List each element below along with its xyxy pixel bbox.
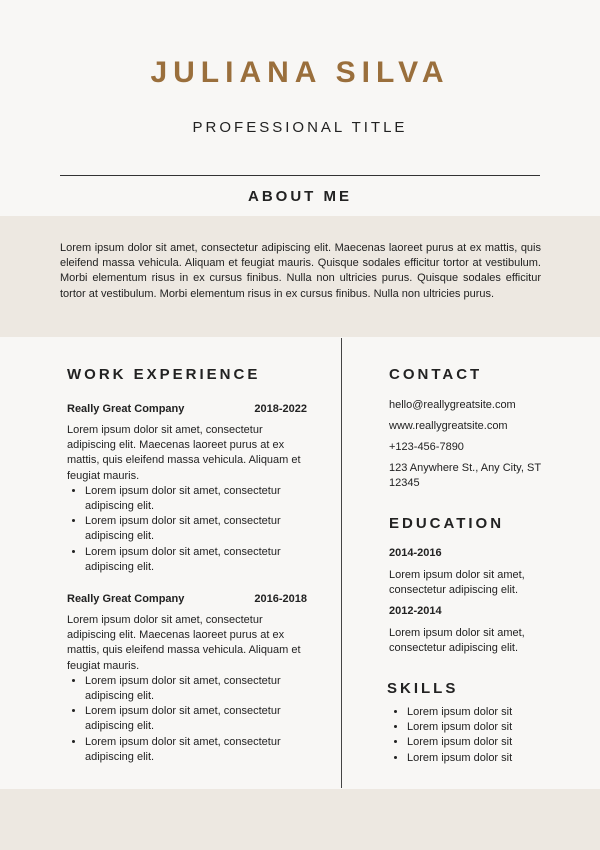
job-header <box>67 593 307 605</box>
job-bullet: • Lorem ipsum dolor sit amet, consectetur adipiscing elit. <box>85 674 307 704</box>
professional-title: PROFESSIONAL TITLE <box>192 119 408 136</box>
skill-item: • Lorem ipsum dolor sit <box>407 705 549 720</box>
contact-website[interactable]: www.reallygreatsite.com <box>389 420 508 432</box>
education-years: 2012-2014 <box>389 605 442 617</box>
skills-bullets <box>389 705 549 766</box>
contact-phone: +123-456-7890 <box>389 441 464 453</box>
education-heading: EDUCATION <box>389 515 505 532</box>
job-company: Really Great Company <box>67 593 185 605</box>
job-company: Really Great Company <box>67 403 185 415</box>
job-entry <box>67 593 307 765</box>
contact-heading: CONTACT <box>389 366 483 383</box>
job-header <box>67 403 307 415</box>
job-bullet: • Lorem ipsum dolor sit amet, consectetur adipiscing elit. <box>85 735 307 765</box>
job-bullets <box>67 484 307 575</box>
job-entry <box>67 403 307 575</box>
education-description: Lorem ipsum dolor sit amet, consectetur adipiscing elit. <box>389 569 525 597</box>
skills-heading: SKILLS <box>387 680 459 697</box>
skill-item: • Lorem ipsum dolor sit <box>407 720 549 735</box>
about-heading: ABOUT ME <box>248 188 352 205</box>
job-years: 2018-2022 <box>254 403 307 415</box>
skill-item: • Lorem ipsum dolor sit <box>407 751 549 766</box>
job-description: Lorem ipsum dolor sit amet, consectetur adipiscing elit. Maecenas laoreet purus at ex mattis, quis eleifend massa vehicula. Aliquam et feugiat mauris. <box>67 424 301 482</box>
footer-band <box>0 789 600 850</box>
job-description: Lorem ipsum dolor sit amet, consectetur adipiscing elit. Maecenas laoreet purus at ex mattis, quis eleifend massa vehicula. Aliquam et feugiat mauris. <box>67 614 301 672</box>
contact-email[interactable]: hello@reallygreatsite.com <box>389 399 516 411</box>
job-bullet: • Lorem ipsum dolor sit amet, consectetur adipiscing elit. <box>85 704 307 734</box>
job-bullet: • Lorem ipsum dolor sit amet, consectetur adipiscing elit. <box>85 514 307 544</box>
job-bullet: • Lorem ipsum dolor sit amet, consectetur adipiscing elit. <box>85 484 307 514</box>
job-bullet: • Lorem ipsum dolor sit amet, consectetur adipiscing elit. <box>85 545 307 575</box>
education-years: 2014-2016 <box>389 547 442 559</box>
job-years: 2016-2018 <box>254 593 307 605</box>
resume-name: JULIANA SILVA <box>150 56 450 89</box>
header-divider <box>60 175 540 176</box>
education-description: Lorem ipsum dolor sit amet, consectetur adipiscing elit. <box>389 627 525 655</box>
skill-item: • Lorem ipsum dolor sit <box>407 735 549 750</box>
contact-address: 123 Anywhere St., Any City, ST 12345 <box>389 462 541 490</box>
about-text: Lorem ipsum dolor sit amet, consectetur adipiscing elit. Maecenas laoreet purus at ex mattis, quis eleifend massa vehicula. Aliquam et feugiat mauris. Quisque sodales efficitur tortor at vestibulum. Morbi elementum risus in ex cursus finibus. Nulla non ultricies purus. Quisque sodales efficitur tortor at vestibulum. Morbi elementum risus in ex cursus finibus. Nulla non ultricies purus. <box>60 242 541 300</box>
column-divider <box>341 338 342 788</box>
skills-list <box>389 705 549 766</box>
job-bullets <box>67 674 307 765</box>
work-experience-heading: WORK EXPERIENCE <box>67 366 261 383</box>
